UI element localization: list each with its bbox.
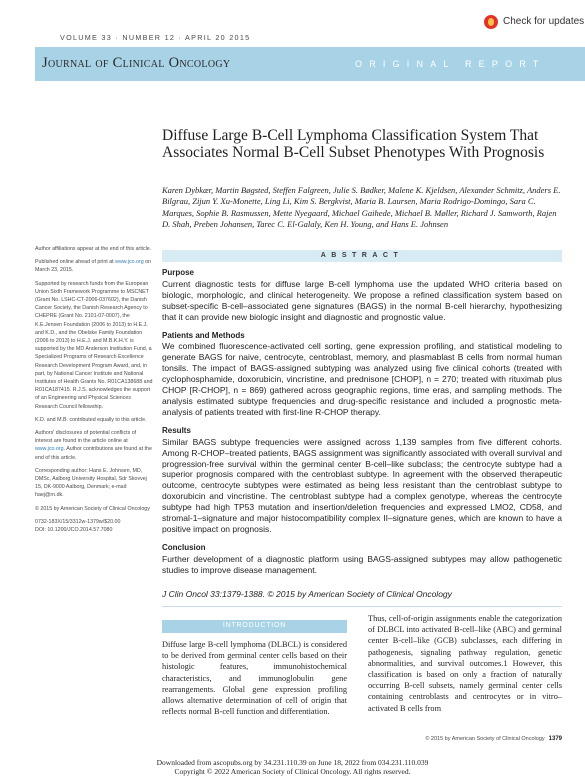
affiliations-note: Author affiliations appear at the end of this article. — [35, 246, 152, 252]
disclosure-prefix: Authors' disclosures of potential conflicts of interest are found in the article online at — [35, 430, 137, 445]
download-line-1: Downloaded from ascopubs.org by 34.231.110.39 on June 18, 2022 from 034.231.110.039 — [156, 758, 429, 767]
support-note: Supported by research funds from the European Union Sixth Framework Programme to MSCNET (Grant No. LSHC-CT-2006-037602), the Danish Cancer Society, the Danish Research Agency to CHEPRE (Grant No. 2101-07-0007), the K.E.Jensen Foundation (2006 to 2013) to H.E.J. and K.D., and the Obelske Family Foundation (2006 to 2013) to H.E.J. and M.B.K.H.Y. is supported by the MD Anderson Institution Fund, a Specialized Programs of Research Excellence Research Development Program Award, and, in part, by National Cancer Institute and National Institutes of Health Grants No. R01CA138688 and R01CA187415. R.J.S. acknowledges the support of an Engineering and Physical Sciences Research Council fellowship. — [35, 280, 153, 410]
published-prefix: Published online ahead of print at — [35, 259, 114, 266]
conclusion-text: Further development of a diagnostic platform using BAGS-assigned subtypes may allow pathogenetic studies to improve disease management. — [162, 553, 562, 575]
issn-note: 0732-183X/15/3312w-1379w/$20.00 — [35, 518, 121, 525]
disclosure-link[interactable]: www.jco.org — [35, 446, 64, 453]
crossmark-icon — [484, 15, 498, 29]
abstract-label: ABSTRACT — [320, 252, 404, 259]
disclosure-suffix: . Author contributions are found at the end of this article. — [35, 446, 152, 461]
copyright-note: © 2015 by American Society of Clinical Oncology — [35, 505, 150, 512]
section-label: ORIGINAL REPORT — [355, 59, 546, 69]
jco-link[interactable]: www.jco.org — [115, 259, 144, 266]
volume-line: VOLUME 33 · NUMBER 12 · APRIL 20 2015 — [60, 33, 251, 42]
body-column-2: Thus, cell-of-origin assignments enable the categorization of DLBCL into activated B-cell–like (ABC) and germinal center B-cell–like (GCB) subclasses, each differing in pathogenesis, signaling pathway regulation, genetic abnormalities, and survival outcomes.1 However, this classification is based on only a fraction of naturally occurring B-cell subsets, namely germinal center cells containing centroblasts and centrocytes or in vitro–activated B cells from — [368, 614, 562, 713]
methods-text: We combined fluorescence-activated cell sorting, gene expression profiling, and statistical modeling to generate BAGS for naive, centrocyte, centroblast, memory, and plasmablast B cells from normal human tonsils. The impact of BAGS-assigned subtyping was analyzed using five clinical cohorts (treated with cyclophosphamide, doxorubicin, vincristine, and prednisone [CHOP], n = 270; treated with rituximab plus CHOP [R-CHOP], n = 869) gathered across geographic regions, time eras, and sampling methods. The analysis estimated subtype frequencies and drug-specific resistance and included a prognostic meta-analysis of patients treated with first-line R-CHOP therapy. — [162, 341, 562, 417]
methods-heading: Patients and Methods — [162, 330, 245, 340]
purpose-heading: Purpose — [162, 268, 195, 277]
journal-title: Journal of Clinical Oncology — [42, 55, 231, 71]
abstract-body — [162, 268, 562, 584]
check-updates-label: Check for updates — [503, 16, 585, 27]
results-heading: Results — [162, 425, 191, 435]
download-line-2: Copyright © 2022 American Society of Clinical Oncology. All rights reserved. — [174, 766, 411, 776]
page-number: 1379 — [548, 736, 562, 742]
download-notice — [0, 759, 585, 776]
corresponding-note: Corresponding author: Hans E. Johnsen, MD, DMSc, Aalborg University Hospital, Sdr Skovvej 15, DK-9000 Aalborg, Denmark; e-mail: haej@rn.dk. — [35, 467, 147, 499]
section-divider — [162, 606, 562, 607]
page-footer — [370, 736, 562, 742]
conclusion-heading: Conclusion — [162, 542, 206, 552]
contrib-note: K.D. and M.B. contributed equally to this article. — [35, 416, 147, 423]
intro-label: INTRODUCTION — [222, 622, 287, 629]
citation: J Clin Oncol 33:1379-1388. © 2015 by American Society of Clinical Oncology — [162, 589, 452, 599]
results-text: Similar BAGS subtype frequencies were assigned across 1,139 samples from five different cohorts. Among R-CHOP–treated patients, BAGS assignment was significantly associated with overall survival and progression-free survival within the germinal center B-cell–like subclass; the centrocyte subtype had a superior prognosis compared with the centroblast subtype. In agreement with the observed therapeutic outcome, centrocyte subtypes were estimated as being less resistant than the centroblast subtype to doxorubicin and vincristine. The centroblast subtype had a complex genotype, whereas the centrocyte subtype had high TP53 mutation and insertion/deletion frequencies and expressed LMO2, CD58, and stromal-1–signature and major histocompatibility complex II–signature genes, which are known to have a positive impact on prognosis. — [162, 436, 562, 534]
article-title: Diffuse Large B-Cell Lymphoma Classification System That Associates Normal B-Cell Subset Phenotypes With Prognosis — [162, 127, 545, 162]
doi-note: DOI: 10.1200/JCO.2014.57.7080 — [35, 527, 113, 534]
disclosure-note — [35, 429, 153, 462]
published-suffix: on March 23, 2015. — [35, 259, 152, 274]
author-list: Karen Dybkær, Martin Bøgsted, Steffen Falgreen, Julie S. Bødker, Malene K. Kjeldsen, Alexander Schmitz, Anders E. Bilgrau, Zijun Y. Xu-Monette, Ling Li, Kim S. Bergkvist, Maria B. Laursen, Maria Rodrigo-Domingo, Sara C. Marques, Sophie B. Rasmussen, Mette Nyegaard, Michael Gaihede, Michael B. Møller, Richard J. Samworth, Rajen D. Shah, Preben Johansen, Tarec C. El-Galaly, Ken H. Young, and Hans E. Johnsen — [162, 185, 561, 230]
sidebar-notes — [35, 245, 153, 539]
check-updates-button[interactable] — [484, 14, 585, 32]
intro-text: Diffuse large B-cell lymphoma (DLBCL) is considered to be derived from germinal center cells based on their histologic features, immunohistochemical characteristics, and immunoglobulin gene rearrangements. Global gene expression profiling allows alternative determination of cell of origin that reflects normal B-cell function and differentiation. — [162, 640, 347, 717]
purpose-text: Current diagnostic tests for diffuse large B-cell lymphoma use the updated WHO criteria based on biologic, morphologic, and clinical heterogeneity. We propose a refined classification system based on subset-specific B-cell–associated gene signatures (BAGS) in the normal B-cell hierarchy, hypothesizing that it can provide new biologic insight and diagnostic and prognostic value. — [162, 278, 562, 322]
published-note — [35, 258, 153, 274]
footer-copyright: © 2015 by American Society of Clinical Oncology — [425, 736, 545, 742]
